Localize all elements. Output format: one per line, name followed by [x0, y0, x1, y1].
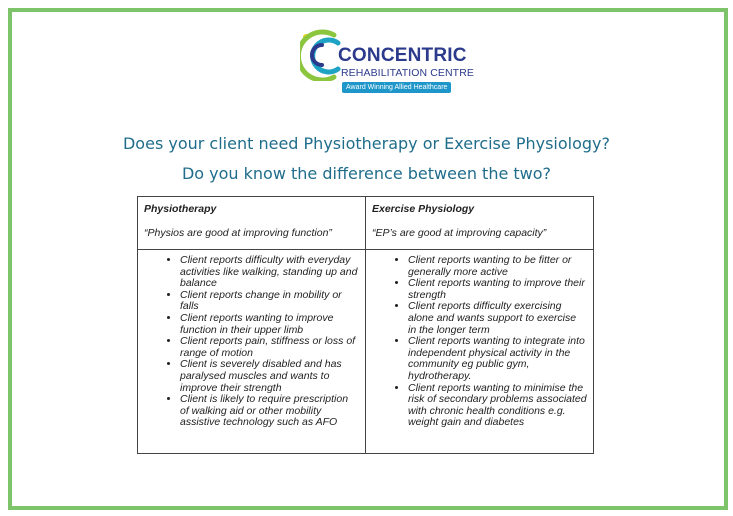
list-item: • Client is likely to require prescription of walking aid or other mobility assistive technology such as AFO	[180, 394, 359, 429]
list-item: • Client is severely disabled and has paralysed muscles and wants to improve their strength	[180, 359, 359, 394]
ep-title: Exercise Physiology	[372, 203, 475, 215]
list-item: • Client reports wanting to improve their strength	[408, 278, 587, 301]
physio-title: Physiotherapy	[144, 203, 217, 215]
list-item: • Client reports wanting to be fitter or generally more active	[408, 255, 587, 278]
list-item: • Client reports wanting to minimise the risk of secondary problems associated with chronic health conditions e.g. weight gain and diabetes	[408, 383, 587, 429]
table-header-row	[138, 197, 594, 250]
physio-points-list	[144, 255, 359, 429]
list-item: • Client reports wanting to improve function in their upper limb	[180, 313, 359, 336]
ep-header-cell	[366, 197, 594, 250]
physio-points-cell	[138, 250, 366, 454]
logo-subtitle: REHABILITATION CENTRE	[341, 67, 474, 79]
heading-line-1: Does your client need Physiotherapy or Exercise Physiology?	[122, 134, 610, 153]
physio-quote: “Physios are good at improving function”	[144, 227, 332, 239]
table-body-row	[138, 250, 594, 454]
heading-line-2: Do you know the difference between the two?	[181, 164, 552, 183]
ep-points-list	[372, 255, 587, 429]
concentric-logo	[300, 27, 474, 97]
ep-points-cell	[366, 250, 594, 454]
list-item: • Client reports wanting to integrate into independent physical activity in the community eg public gym, hydrotherapy.	[408, 336, 587, 382]
list-item: • Client reports pain, stiffness or loss of range of motion	[180, 336, 359, 359]
list-item: • Client reports difficulty with everyday activities like walking, standing up and balance	[180, 255, 359, 290]
ep-quote: “EP’s are good at improving capacity”	[372, 227, 547, 239]
logo-name: CONCENTRIC	[338, 45, 467, 66]
list-item: • Client reports difficulty exercising alone and wants support to exercise in the longer term	[408, 301, 587, 336]
comparison-table	[137, 196, 594, 454]
logo-tagline: Award Winning Allied Healthcare	[342, 82, 451, 93]
physio-header-cell	[138, 197, 366, 250]
list-item: • Client reports change in mobility or falls	[180, 290, 359, 313]
